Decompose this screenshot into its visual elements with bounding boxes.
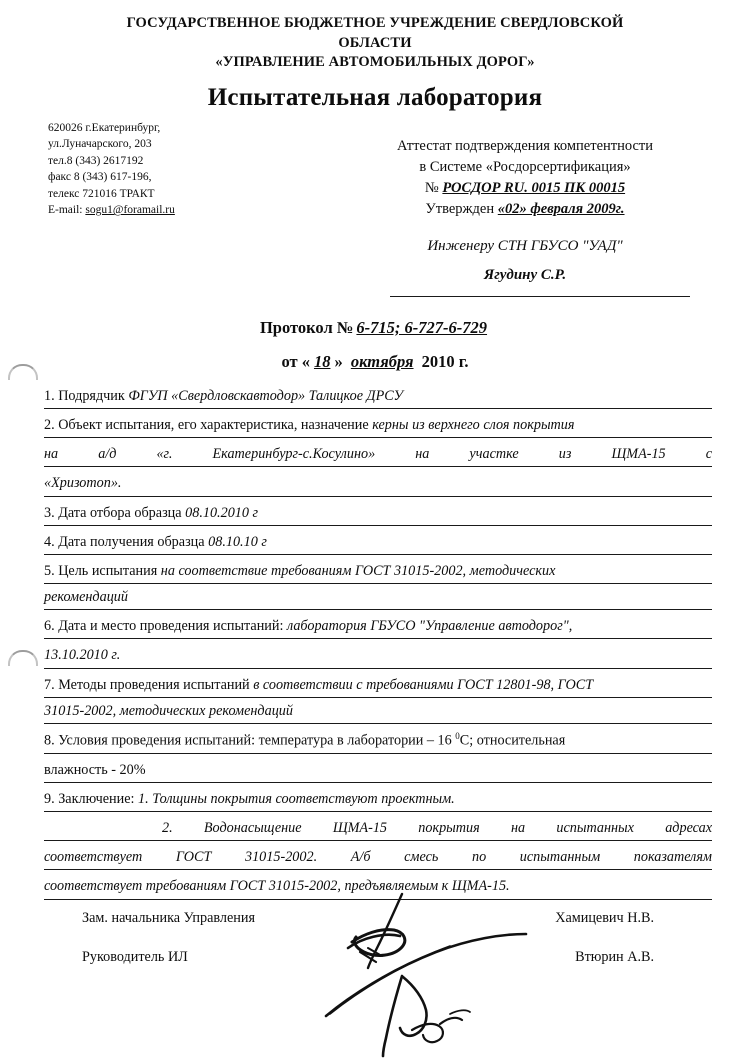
attestation-line-1: Аттестат подтверждения компетентности (396, 138, 653, 154)
protocol-date-prefix: от « (281, 352, 310, 371)
item-8-label: Условия проведения испытаний: (58, 732, 256, 749)
item-5 (44, 561, 712, 610)
item-9-conclusion-3: соответствует ГОСТ 31015-2002. А/б смесь по испытанным показателям (44, 847, 712, 870)
item-1-row (44, 386, 712, 409)
item-5-value-line-1: на соответствие требованиям ГОСТ 31015-2002, методических (160, 562, 556, 579)
item-5-row-1 (44, 561, 712, 584)
protocol-day: 18 (313, 352, 331, 371)
item-2-label: Объект испытания, его характеристика, назначение (58, 417, 369, 434)
item-4 (44, 532, 712, 555)
signature-title-1: Зам. начальника Управления (82, 910, 255, 926)
item-8-number: 8. (44, 732, 55, 749)
item-7-value-line-1: в соответствии с требованиями ГОСТ 12801-98, ГОСТ (253, 676, 594, 693)
item-6-row-2: 13.10.2010 г. (44, 645, 712, 668)
item-6-row-1 (44, 616, 712, 639)
item-2-row-3: «Хризотоп». (44, 473, 712, 496)
item-4-row (44, 532, 712, 555)
item-5-number: 5. (44, 562, 55, 579)
signature-name-2: Втюрин А.В. (575, 949, 654, 965)
addressee-position: Инженеру СТН ГБУСО "УАД" (427, 238, 623, 254)
attestation-number-value: РОСДОР RU. 0015 ПК 00015 (442, 180, 626, 197)
org-header-line-1: ГОСУДАРСТВЕННОЕ БЮДЖЕТНОЕ УЧРЕЖДЕНИЕ СВЕРДЛОВСКОЙ (126, 15, 624, 31)
organization-header (60, 14, 690, 73)
item-7 (44, 675, 712, 724)
attestation-approved-row (330, 199, 720, 220)
item-5-label: Цель испытания (58, 562, 158, 579)
protocol-label: Протокол № (259, 318, 354, 337)
item-2-number: 2. (44, 417, 55, 434)
protocol-date-row (60, 352, 690, 372)
item-6-number: 6. (44, 618, 55, 635)
item-3-label: Дата отбора образца (58, 504, 182, 521)
item-4-label: Дата получения образца (58, 533, 205, 550)
item-4-number: 4. (44, 533, 55, 550)
signature-row-2 (44, 949, 712, 966)
address-fax: факс 8 (343) 617-196, (48, 171, 152, 184)
protocol-number-value: 6-715; 6-727-6-729 (356, 318, 488, 337)
attestation-number-row (330, 178, 720, 199)
attestation-line-2: в Системе «Росдорсертификация» (419, 159, 631, 176)
item-2-value-line-1: керны из верхнего слоя покрытия (372, 417, 575, 434)
addressee-divider (390, 296, 690, 297)
org-header-line-3: «УПРАВЛЕНИЕ АВТОМОБИЛЬНЫХ ДОРОГ» (215, 54, 535, 71)
item-3-number: 3. (44, 504, 55, 521)
signature-row-1 (44, 910, 712, 927)
item-9-row-1 (44, 789, 712, 812)
item-2 (44, 415, 712, 496)
item-2-row-2: на а/д «г. Екатеринбург-с.Косулино» на участке из ЩМА-15 с (44, 444, 712, 467)
protocol-month: октября (350, 352, 414, 371)
item-8-temperature: температура в лаборатории – 16 (258, 732, 456, 749)
protocol-year: 2010 г. (421, 352, 469, 371)
item-3-value: 08.10.2010 г (185, 504, 259, 521)
protocol-date-mid: » (334, 352, 343, 371)
item-4-value: 08.10.10 г (208, 533, 267, 550)
item-3-row (44, 503, 712, 526)
item-1-label: Подрядчик (58, 388, 125, 404)
attestation-approved-value: «02» февраля 2009г. (497, 201, 625, 218)
item-9 (44, 789, 712, 900)
hole-punch-mark-top (8, 364, 38, 380)
address-telex: телекс 721016 ТРАКТ (48, 187, 155, 200)
item-7-row-2: 31015-2002, методических рекомендаций (44, 701, 712, 724)
signature-block (44, 910, 712, 988)
item-9-conclusion-2: 2. Водонасыщение ЩМА-15 покрытия на испытанных адресах (44, 818, 712, 841)
item-9-label: Заключение: (58, 790, 135, 807)
item-6-label: Дата и место проведения испытаний: (58, 618, 284, 635)
org-header-line-2: ОБЛАСТИ (338, 34, 412, 51)
item-7-number: 7. (44, 676, 55, 693)
email-link[interactable]: sogu1@foramail.ru (85, 204, 175, 217)
page-title: Испытательная лаборатория (207, 84, 543, 111)
address-line-2: ул.Луначарского, 203 (48, 138, 152, 151)
attestation-number-label: № (424, 180, 439, 197)
addressee-name: Ягудину С.Р. (483, 266, 567, 283)
item-9-conclusion-1: 1. Толщины покрытия соответствуют проектным. (138, 790, 455, 807)
attestation-approved-label: Утвержден (425, 201, 495, 218)
item-1-value: ФГУП «Свердловскавтодор» Талицкое ДРСУ (128, 388, 404, 404)
item-8 (44, 730, 712, 783)
address-line-1: 620026 г.Екатеринбург, (48, 122, 161, 134)
item-8-humidity-label: С; относительная (459, 732, 566, 749)
item-3 (44, 503, 712, 526)
protocol-items (44, 386, 712, 906)
item-9-conclusion-4: соответствует требованиям ГОСТ 31015-2002, предъявляемым к ЩМА-15. (44, 876, 712, 899)
address-block (48, 120, 248, 219)
item-1 (44, 386, 712, 409)
item-5-row-2: рекомендаций (44, 587, 712, 610)
item-7-label: Методы проведения испытаний (58, 676, 250, 693)
item-8-degree-symbol: 0 (455, 730, 460, 741)
item-8-row-1 (44, 730, 712, 754)
item-1-number: 1. (44, 388, 55, 404)
item-9-number: 9. (44, 790, 55, 807)
hole-punch-mark-bottom (8, 650, 38, 666)
item-6-value-line-1: лаборатория ГБУСО "Управление автодорог", (286, 618, 573, 635)
protocol-number-row (60, 318, 690, 338)
addressee-block (330, 232, 720, 289)
email-label: E-mail: (48, 204, 83, 217)
item-6 (44, 616, 712, 668)
signature-name-1: Хамицевич Н.В. (555, 910, 654, 926)
attestation-block (330, 136, 720, 220)
item-8-row-2: влажность - 20% (44, 760, 712, 783)
address-email-row (48, 202, 248, 218)
signature-title-2: Руководитель ИЛ (82, 949, 188, 965)
address-phone: тел.8 (343) 2617192 (48, 154, 144, 167)
item-2-row-1 (44, 415, 712, 438)
item-7-row-1 (44, 675, 712, 698)
